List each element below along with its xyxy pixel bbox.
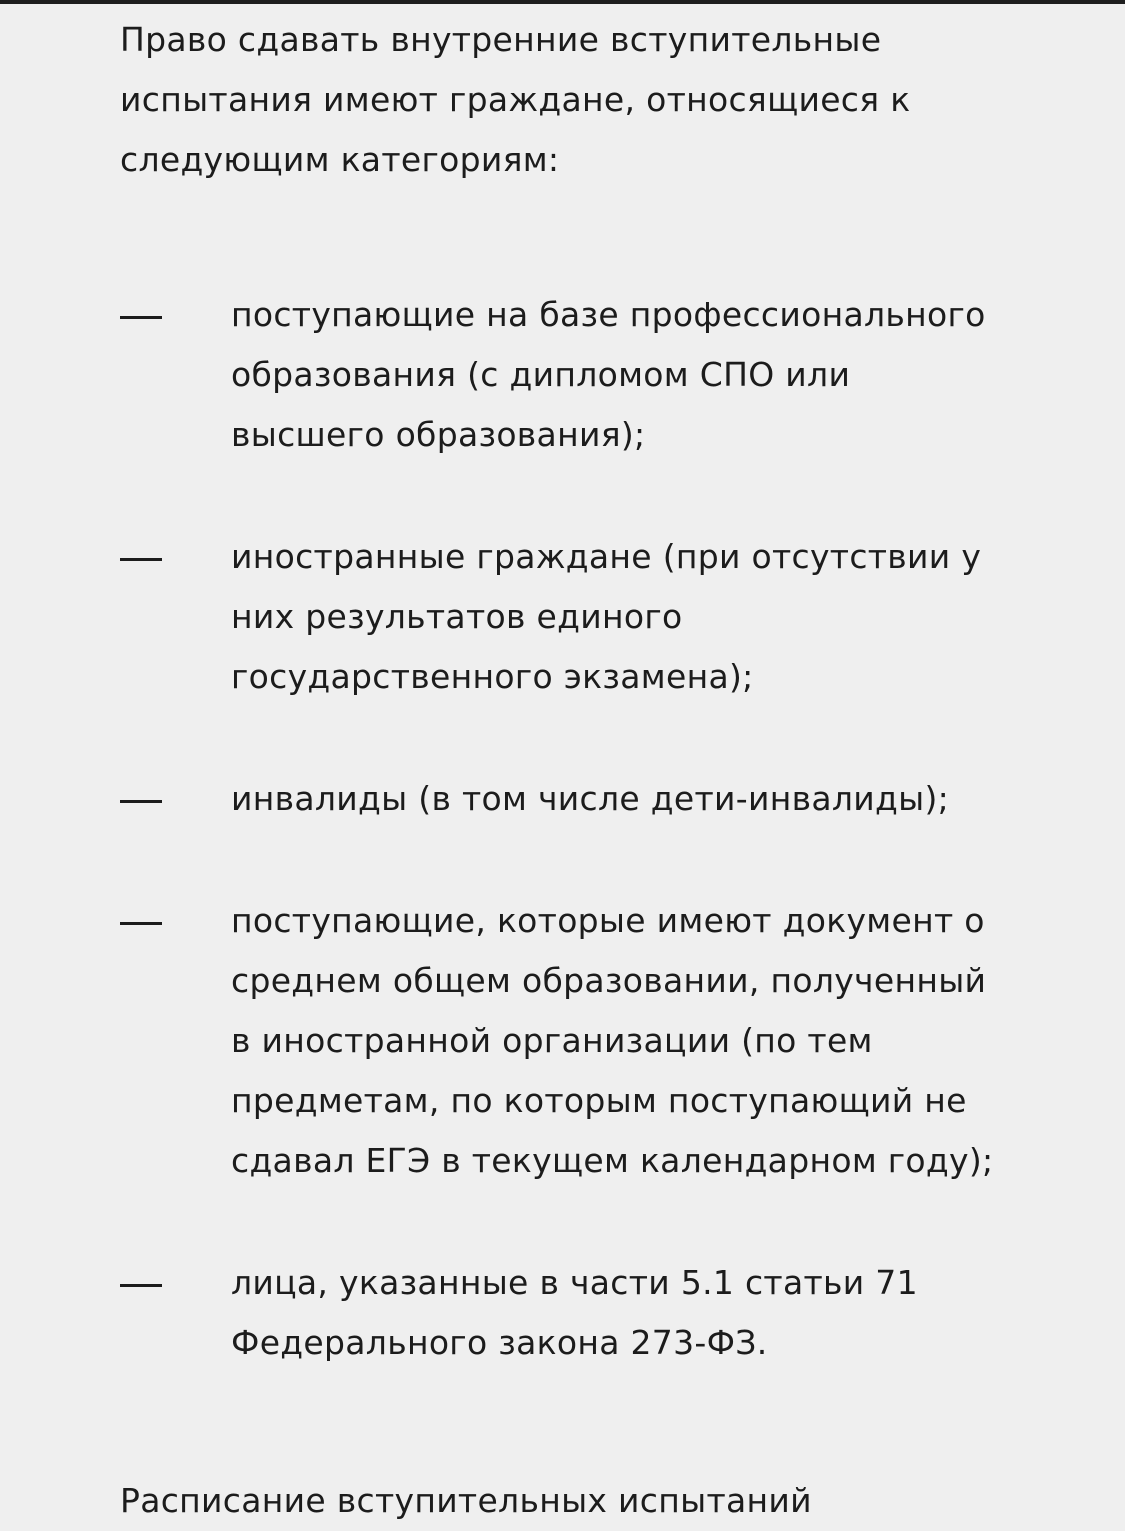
item-line: инвалиды (в том числе дети-инвалиды); [231, 779, 950, 818]
item-line: предметам, по которым поступающий не [231, 1081, 967, 1120]
categories-list [120, 285, 1050, 1373]
intro-paragraph: Право сдавать внутренние вступительные испытания имеют граждане, относящиеся к следующим категориям: [120, 20, 911, 179]
item-line: поступающие на базе профессионального [231, 295, 986, 334]
list-item [120, 891, 1050, 1191]
top-border [0, 0, 1125, 4]
dash-marker [120, 769, 162, 829]
item-line: иностранные граждане (при отсутствии у [231, 537, 982, 576]
dash-marker [120, 285, 162, 345]
list-item [120, 769, 1050, 829]
item-line: в иностранной организации (по тем [231, 1021, 873, 1060]
item-line: высшего образования); [231, 415, 646, 454]
dash-marker [120, 1253, 162, 1313]
item-line: государственного экзамена); [231, 657, 754, 696]
item-line: лица, указанные в части 5.1 статьи 71 [231, 1263, 918, 1302]
item-line: среднем общем образовании, полученный [231, 961, 987, 1000]
dash-marker [120, 527, 162, 587]
list-item [120, 1253, 1050, 1373]
item-line: поступающие, которые имеют документ о [231, 901, 985, 940]
item-line: сдавал ЕГЭ в текущем календарном году); [231, 1141, 994, 1180]
dash-marker [120, 891, 162, 951]
schedule-heading: Расписание вступительных испытаний [120, 1481, 812, 1520]
item-line: них результатов единого [231, 597, 683, 636]
item-line: Федерального закона 273-ФЗ. [231, 1323, 768, 1362]
item-line: образования (с дипломом СПО или [231, 355, 851, 394]
list-item [120, 285, 1050, 465]
list-item [120, 527, 1050, 707]
article-content [120, 10, 1050, 1373]
